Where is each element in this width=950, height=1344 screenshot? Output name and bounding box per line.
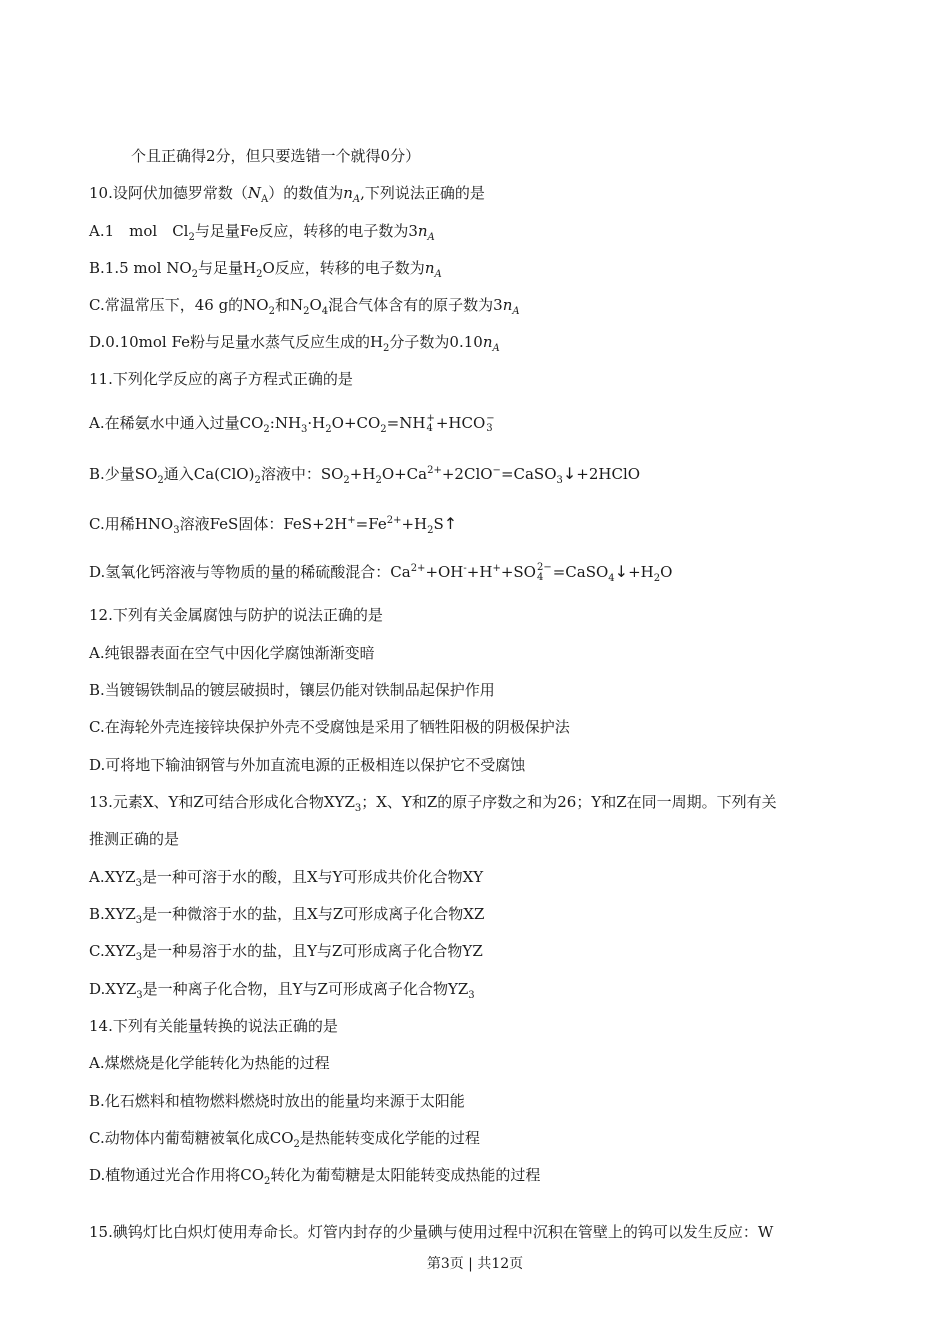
question-10-option-a: A.1 mol $Cl_2$与足量Fe反应，转移的电子数为$3n_A$ <box>89 222 435 243</box>
down-arrow-icon: ↓ <box>614 562 629 581</box>
question-13-option-c: $C.XYZ_3$是一种易溶于水的盐，且Y与Z可形成离子化合物YZ <box>89 942 483 963</box>
question-11-option-a: A.在稀氨水中通入过量$CO_2:NH_3\cdot H_2O+CO_2=NH$ + 4 +HCO − 3 <box>89 413 495 435</box>
question-14-stem: 14.下列有关能量转换的说法正确的是 <box>89 1017 338 1035</box>
question-14-option-b: B.化石燃料和植物燃料燃烧时放出的能量均来源于太阳能 <box>89 1092 465 1110</box>
question-13-option-b: $B.XYZ_3$是一种微溶于水的盐，且X与Z可形成离子化合物XZ <box>89 905 485 926</box>
question-14-option-d: D.植物通过光合作用将$CO_2$转化为葡萄糖是太阳能转变成热能的过程 <box>89 1166 541 1187</box>
question-14-option-c: C.动物体内葡萄糖被氧化成$CO_2$是热能转变成化学能的过程 <box>89 1129 480 1150</box>
ion-charge: + 4 <box>426 413 435 434</box>
question-11-option-d: D.氢氧化钙溶液与等物质的量的稀硫酸混合：$Ca^{2+}+OH^-+H^++SO$ 2− 4 $=CaSO_4↓+H_2O$ <box>89 562 673 584</box>
question-10-option-d: D.0.10mol Fe粉与足量水蒸气反应生成的$H_2$分子数为$0.10n_A$ <box>89 333 500 354</box>
question-13-option-a: $A.XYZ_3$是一种可溶于水的酸，且X与Y可形成共价化合物XY <box>89 868 484 889</box>
question-13-option-d: $D.XYZ_3$是一种离子化合物，且Y与Z可形成离子化合物$YZ_3$ <box>89 980 475 1001</box>
question-12-option-c: C.在海轮外壳连接锌块保护外壳不受腐蚀是采用了牺牲阳极的阴极保护法 <box>89 718 570 736</box>
down-arrow-icon: ↓ <box>562 464 577 483</box>
question-15-stem: 15.碘钨灯比白炽灯使用寿命长。灯管内封存的少量碘与使用过程中沉积在管壁上的钨可以发生反应：W <box>89 1223 774 1241</box>
question-12-stem: 12.下列有关金属腐蚀与防护的说法正确的是 <box>89 606 383 624</box>
up-arrow-icon: ↑ <box>443 514 458 533</box>
question-11-option-c: C.用稀$HNO_3$溶液FeS固体：$FeS+2H^+=Fe^{2+}+H_2S↑$ <box>89 514 458 536</box>
question-11-option-b: B.少量$SO_2$通入$Ca(ClO)_2$溶液中：$SO_2+H_2O+Ca^{2+}+2ClO^-=CaSO_3↓+2HClO$ <box>89 464 641 486</box>
question-10-stem: 10.设阿伏加德罗常数$(N_A)$的数值为$n_A$,下列说法正确的是 <box>89 184 485 205</box>
text-line: 个且正确得2分，但只要选错一个就得0分） <box>131 147 421 165</box>
question-10-option-c: C.常温常压下，46 g的$NO_2$和$N_2O_4$混合气体含有的原子数为$3n_A$ <box>89 296 520 317</box>
question-12-option-a: A.纯银器表面在空气中因化学腐蚀渐渐变暗 <box>89 644 375 662</box>
question-10-option-b: B.1.5 mol $NO_2$与足量$H_2O$反应，转移的电子数为$n_A$ <box>89 259 442 280</box>
question-11-stem: 11.下列化学反应的离子方程式正确的是 <box>89 370 353 388</box>
question-12-option-b: B.当镀锡铁制品的镀层破损时，镶层仍能对铁制品起保护作用 <box>89 681 495 699</box>
page-footer: 第3页 | 共12页 <box>426 1256 524 1272</box>
question-13-stem: 13.元素X、Y和Z可结合形成化合物$XYZ_3$；X、Y和Z的原子序数之和为26；Y和Z在同一周期。下列有关 <box>89 793 777 814</box>
ion-charge: 2− 4 <box>536 562 552 583</box>
question-13-stem-continued: 推测正确的是 <box>89 830 180 848</box>
question-12-option-d: D.可将地下输油钢管与外加直流电源的正极相连以保护它不受腐蚀 <box>89 756 526 774</box>
question-14-option-a: A.煤燃烧是化学能转化为热能的过程 <box>89 1054 330 1072</box>
ion-charge: − 3 <box>486 413 495 434</box>
